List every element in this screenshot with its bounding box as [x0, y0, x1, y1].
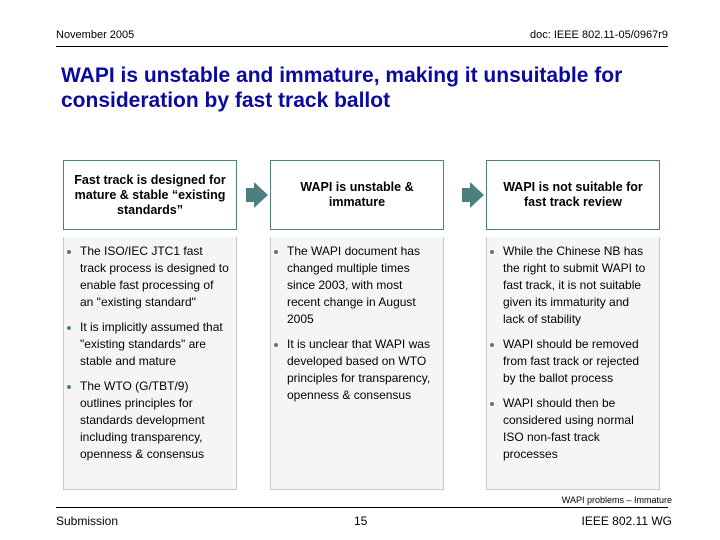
column-body	[270, 237, 444, 490]
slide-footnote: WAPI problems – Immature	[561, 495, 672, 505]
bullet-dot-icon	[274, 343, 278, 347]
bullet-dot-icon	[490, 250, 494, 254]
column-body	[63, 237, 237, 490]
footer-organization: IEEE 802.11 WG	[581, 514, 672, 528]
bullet-text: The WAPI document has changed multiple times since 2003, with most recent change in August 2005	[287, 244, 420, 326]
column-body	[486, 237, 660, 490]
right-arrow-icon	[246, 182, 268, 208]
bullet-text: While the Chinese NB has the right to submit WAPI to fast track, it is not suitable given its immaturity and lack of stability	[503, 244, 646, 326]
bullet-text: It is unclear that WAPI was developed based on WTO principles for transparency, openness & consensus	[287, 337, 431, 402]
bullet-dot-icon	[67, 385, 71, 389]
bullet-dot-icon	[67, 326, 71, 330]
bullet-item	[271, 243, 437, 328]
header-doc-id: doc: IEEE 802.11-05/0967r9	[529, 29, 668, 41]
footer-submission: Submission	[56, 514, 119, 528]
page-number: 15	[354, 514, 368, 528]
bullet-dot-icon	[67, 250, 71, 254]
column-heading: WAPI is not suitable for fast track review	[486, 160, 660, 230]
bullet-item	[487, 395, 653, 463]
bullet-list	[487, 243, 653, 463]
bullet-text: It is implicitly assumed that "existing standards" are stable and mature	[80, 320, 223, 368]
column-wapi-unstable	[270, 160, 444, 490]
bullet-dot-icon	[490, 343, 494, 347]
footer-divider	[56, 507, 668, 508]
bullet-list	[64, 243, 230, 463]
header-divider	[56, 46, 668, 47]
column-heading: WAPI is unstable & immature	[270, 160, 444, 230]
header-date: November 2005	[56, 29, 135, 41]
bullet-text: The WTO (G/TBT/9) outlines principles for standards development including transparency, openness & consensus	[80, 379, 205, 461]
slide-title: WAPI is unstable and immature, making it unsuitable for consideration by fast track ballot	[61, 64, 623, 112]
bullet-item	[64, 243, 230, 311]
bullet-list	[271, 243, 437, 404]
bullet-item	[487, 336, 653, 387]
bullet-dot-icon	[274, 250, 278, 254]
bullet-text: WAPI should be removed from fast track or rejected by the ballot process	[503, 337, 640, 385]
bullet-item	[271, 336, 437, 404]
bullet-text: WAPI should then be considered using normal ISO non-fast track processes	[503, 396, 634, 461]
bullet-item	[64, 378, 230, 463]
column-fast-track	[63, 160, 237, 490]
bullet-item	[487, 243, 653, 328]
column-not-suitable	[486, 160, 660, 490]
bullet-item	[64, 319, 230, 370]
right-arrow-icon	[462, 182, 484, 208]
bullet-dot-icon	[490, 402, 494, 406]
column-heading: Fast track is designed for mature & stable “existing standards”	[63, 160, 237, 230]
bullet-text: The ISO/IEC JTC1 fast track process is designed to enable fast processing of an "existing standard"	[80, 244, 229, 309]
